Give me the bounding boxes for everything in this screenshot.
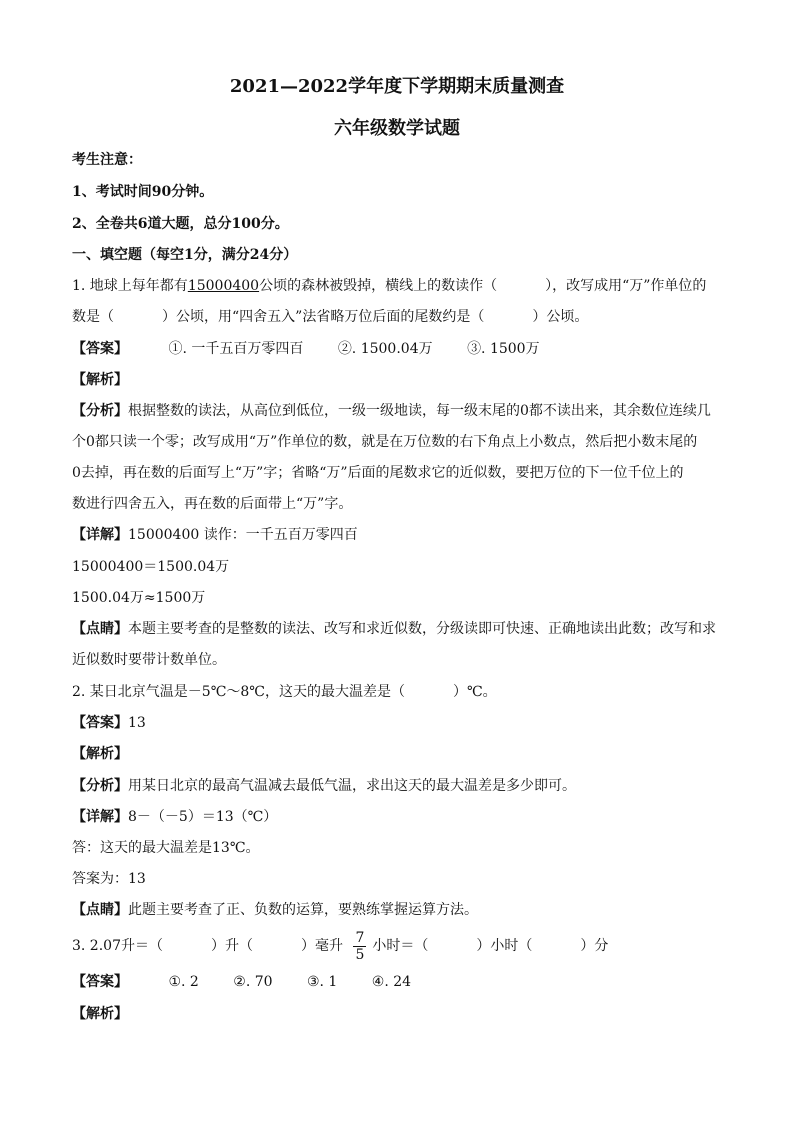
q3-analysis-label: 【解析】 bbox=[72, 1006, 128, 1022]
notice-heading: 考生注意： bbox=[72, 152, 142, 168]
exam-subtitle: 六年级数学试题 bbox=[334, 118, 460, 139]
q1-analysis-label: 【解析】 bbox=[72, 372, 128, 388]
q1-fenxi-line-1: 【分析】根据整数的读法，从高位到低位，一级一级地读，每一级末尾的0都不读出来，其余数位连续几 bbox=[72, 403, 711, 419]
answer-label: 【答案】 bbox=[72, 341, 128, 357]
section-title: 一、填空题（每空1分，满分24分） bbox=[72, 247, 298, 263]
q1-detail-line-2: 15000400＝1500.04万 bbox=[72, 559, 230, 575]
q1-fenxi-line-4: 数进行四舍五入，再在数的后面带上“万”字。 bbox=[72, 496, 353, 512]
q2-detail: 【详解】8－（－5）＝13（℃） bbox=[72, 809, 278, 825]
q3-fraction: $\frac{7}{5}$ bbox=[355, 929, 365, 963]
q1-point-line-2: 近似数时要带计数单位。 bbox=[72, 652, 226, 668]
notice-item-2: 2、全卷共6道大题，总分100分。 bbox=[72, 216, 289, 232]
q1-point-line-1: 【点睛】本题主要考查的是整数的读法、改写和求近似数，分级读即可快速、正确地读出此数；改写和求 bbox=[72, 621, 716, 637]
q1-line-1: 1. 地球上每年都有15000400公顷的森林被毁掉，横线上的数读作（ ），改写成用“万”作单位的 bbox=[72, 278, 707, 294]
q1-answer: 【答案】 ①. 一千五百万零四百 ②. 1500.04万 ③. 1500万 bbox=[72, 341, 540, 357]
q1-fenxi-line-2: 个0都只读一个零；改写成用“万”作单位的数，就是在万位数的右下角点上小数点，然后把小数末尾的 bbox=[72, 434, 698, 450]
q3-answer: 【答案】 ①. 2 ②. 70 ③. 1 ④. 24 bbox=[72, 974, 412, 990]
q2-answer-line: 答：这天的最大温差是13℃。 bbox=[72, 840, 260, 856]
q1-line-2: 数是（ ）公顷，用“四舍五入”法省略万位后面的尾数约是（ ）公顷。 bbox=[72, 309, 589, 325]
q2-answer: 【答案】13 bbox=[72, 715, 146, 731]
q2-fenxi: 【分析】用某日北京的最高气温减去最低气温，求出这天的最大温差是多少即可。 bbox=[72, 778, 576, 794]
q1-fenxi-line-3: 0去掉，再在数的后面写上“万”字；省略“万”后面的尾数求它的近似数，要把万位的下一位千位上的 bbox=[72, 465, 684, 481]
q2-line: 2. 某日北京气温是－5℃～8℃，这天的最大温差是（ ）℃。 bbox=[72, 684, 497, 700]
q1-detail-line-3: 1500.04万≈1500万 bbox=[72, 590, 206, 606]
q2-analysis-label: 【解析】 bbox=[72, 746, 128, 762]
q2-point: 【点睛】此题主要考查了正、负数的运算，要熟练掌握运算方法。 bbox=[72, 902, 478, 918]
q2-final: 答案为：13 bbox=[72, 871, 146, 887]
notice-item-1: 1、考试时间90分钟。 bbox=[72, 184, 214, 200]
q1-underlined-number: 15000400 bbox=[187, 278, 260, 294]
q3-line: 3. 2.07升＝（ ）升（ ）毫升 $\frac{7}{5}$ 小时＝（ ）小时（ ）分 bbox=[72, 929, 609, 963]
exam-title: 2021—2022学年度下学期期末质量测查 bbox=[229, 76, 565, 97]
q1-detail-line-1: 【详解】15000400 读作：一千五百万零四百 bbox=[72, 527, 358, 543]
